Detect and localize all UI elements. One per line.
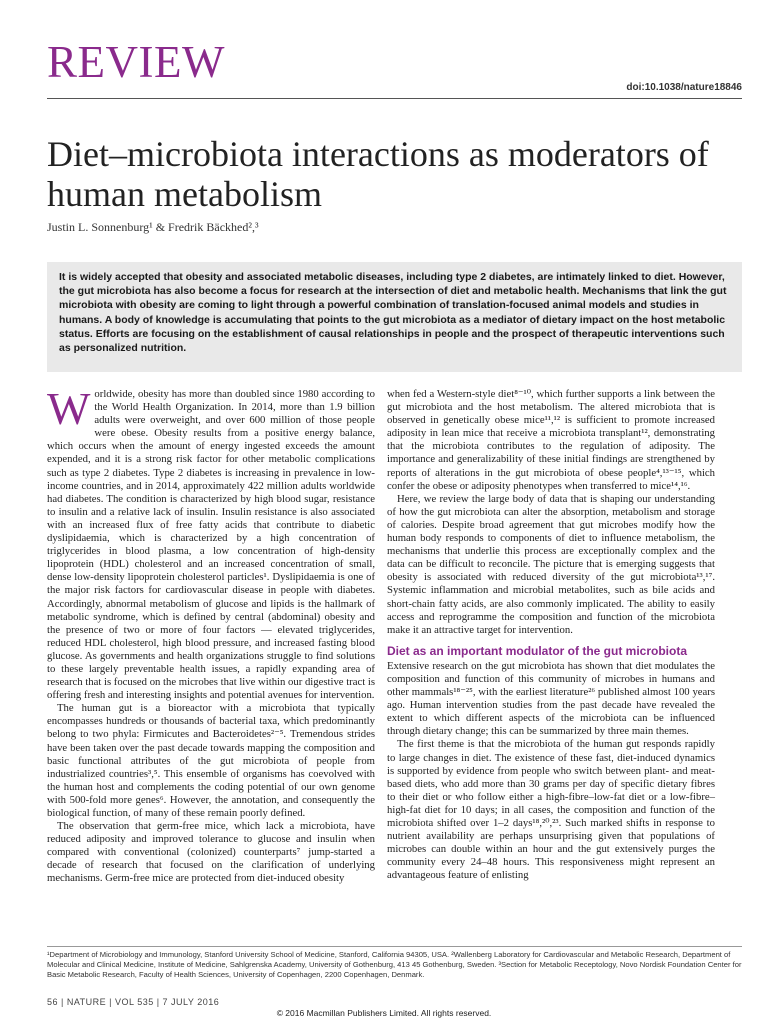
doi-link[interactable]: doi:10.1038/nature18846 (626, 82, 742, 93)
page-footer: 56 | NATURE | VOL 535 | 7 JULY 2016 (47, 997, 220, 1007)
section-heading: Diet as an important modulator of the gut microbiota (387, 643, 688, 658)
article-title: Diet–microbiota interactions as moderators of human metabolism (47, 134, 709, 214)
body-column-left (47, 383, 375, 938)
abstract-text: It is widely accepted that obesity and associated metabolic diseases, including type 2 diabetes, are intimately linked to diet. However, the gut microbiota has also become a focus for research at the intersection of diet and metabolic health. Mechanisms that link the gut microbiota with obesity are coming to light through a powerful combination of translation-focused animal models and studies in humans. A body of knowledge is accumulating that points to the gut microbiota as a mediator of dietary impact on the host metabolic status. Efforts are focusing on the establishment of causal relationships in people and the prospect of therapeutic interventions such as personalized nutrition. (59, 271, 727, 355)
header-divider (47, 98, 742, 99)
paragraph-text: orldwide, obesity has more than doubled since 1980 according to the World Health Organization. In 2014, more than 1.9 billion adults were overweight, and over 600 million of those people were obese. Obesity results from a positive energy balance, which occurs when the amount of energy ingested exceeds the amount expended, and it is a strong risk factor for other metabolic complications such as type 2 diabetes. Type 2 diabetes is increasing in prevalence in low-income countries, and in 2014, approximately 422 million adults worldwide had diabetes. The condition is characterized by high blood sugar, resistance to insulin and a relative lack of insulin. Insulin resistance is also associated with an increased flux of free fatty acids that contribute to diabetic dyslipidaemia, which is characterized by a high concentration of triglycerides in blood plasma, a low concentration of high-density lipoprotein (HDL) cholesterol and an increased concentration of small, dense low-density lipoprotein cholesterol particles¹. Dyslipidaemia is one of the major risk factors for cardiovascular disease in people with diabetes. Accordingly, abnormal metabolism of glucose and lipids is the hallmark of metabolic syndrome, which is defined by central (abdominal) obesity and the presence of two or more of four factors — elevated triglycerides, reduced HDL cholesterol, high blood pressure, and increased fasting blood glucose. As governments and health organizations struggle to find solutions to these largely preventable health issues, a rapidly expanding area of research that is focused on the microbes that live within our digestive tract is offering fresh and interesting insights and potential avenues for intervention. (47, 388, 375, 702)
drop-cap: W (47, 383, 91, 434)
paragraph: Here, we review the large body of data that is shaping our understanding of how the gut microbiota can alter the absorption, metabolism and storage of calories. Despite broad agreement that gut microbes modify how the human body responds to components of diet to influence metabolism, the mechanisms that underlie this process are exceptionally complex and the data can be difficult to reconcile. The picture that is emerging suggests that obesity is associated with reduced diversity of the gut microbiota¹³,¹⁷. Systemic inflammation and microbial metabolites, such as bile acids and short-chain fatty acids, are also commonly implicated. The ability to easily access and reprogramme the composition and function of the microbiota make it an attractive target for intervention. (387, 492, 715, 636)
paragraph: The observation that germ-free mice, which lack a microbiota, have reduced adiposity and improved tolerance to glucose and insulin when compared with conventional (colonized) counterparts⁷ jump-started a decade of research that focused on the clarification of underlying mechanisms. Germ-free mice are protected from diet-induced obesity (47, 820, 375, 885)
abstract-box (47, 262, 742, 372)
paragraph: when fed a Western-style diet⁸⁻¹⁰, which further supports a link between the gut microbiota and the host metabolism. The altered microbiota that is observed in genetically obese mice¹¹,¹² is sufficient to promote increased adiposity in lean mice that receive a microbiota transplant¹², demonstrating that the microbiota contributes to the regulation of adiposity. The importance and generalizability of these initial findings are strengthened by reports of alterations in the gut microbiota of obese people⁴,¹³⁻¹⁵, which confer the obese or adiposity phenotypes when transferred to mice¹⁴,¹⁶. (387, 388, 715, 492)
author-affiliations: ¹Department of Microbiology and Immunology, Stanford University School of Medicine, Stanford, California 94305, USA. ²Wallenberg Laboratory for Cardiovascular and Metabolic Research, Department of Molecular and Clinical Medicine, Institute of Medicine, Sahlgrenska Academy, University of Gothenburg, 413 45 Gothenburg, Sweden. ³Section for Metabolic Receptology, Novo Nordisk Foundation Center for Basic Metabolic Research, Faculty of Health Sciences, University of Copenhagen, 2200 Copenhagen, Denmark. (47, 950, 742, 979)
paragraph: The first theme is that the microbiota of the human gut responds rapidly to large changes in diet. The existence of these fast, diet-induced dynamics is supported by evidence from people who switch between plant- and meat-based diets, who add more than 30 grams per day of specific dietary fibres to their diet or who follow either a high-fibre–low-fat diet or a low-fibre–high-fat diet for 10 days; in all cases, the composition and function of the microbiota shifted over 1–2 days¹⁸,²⁰,²³. Such marked shifts in response to nutrient availability are perhaps unsurprising given that populations of microbes can double within an hour and the gut extensively purges the community every 24–48 hours. This responsiveness might represent an advantageous feature of enlisting (387, 738, 715, 882)
paragraph: The human gut is a bioreactor with a microbiota that typically encompasses hundreds or thousands of bacterial taxa, which predominantly belong to two phyla: Firmicutes and Bacteroidetes²⁻⁵. Tremendous strides have been taken over the past decade towards mapping the composition and basic functional attributes of the gut microbiota of people from industrialized countries³,⁵. This ensemble of organisms has coevolved with the human host and complements the coding potential of our own genome with 500-fold more genes⁶. However, the annotation, and consequently the biological function, of many of these remain poorly defined. (47, 702, 375, 819)
paragraph (47, 383, 375, 702)
paragraph: Extensive research on the gut microbiota has shown that diet modulates the composition and function of this community of microbes in humans and other mammals¹⁸⁻²⁵, with the earliest literature²⁶ published almost 100 years ago. Human intervention studies from the past decade have revealed the extent to which different aspects of the microbiota can be influenced through dietary change; this can be summarized by three main themes. (387, 659, 715, 738)
section-label: REVIEW (47, 37, 225, 87)
body-column-right (387, 388, 715, 938)
copyright-notice: © 2016 Macmillan Publishers Limited. All rights reserved. (276, 1008, 492, 1018)
footnote-divider (47, 946, 742, 947)
article-authors: Justin L. Sonnenburg¹ & Fredrik Bäckhed²,³ (47, 220, 259, 234)
